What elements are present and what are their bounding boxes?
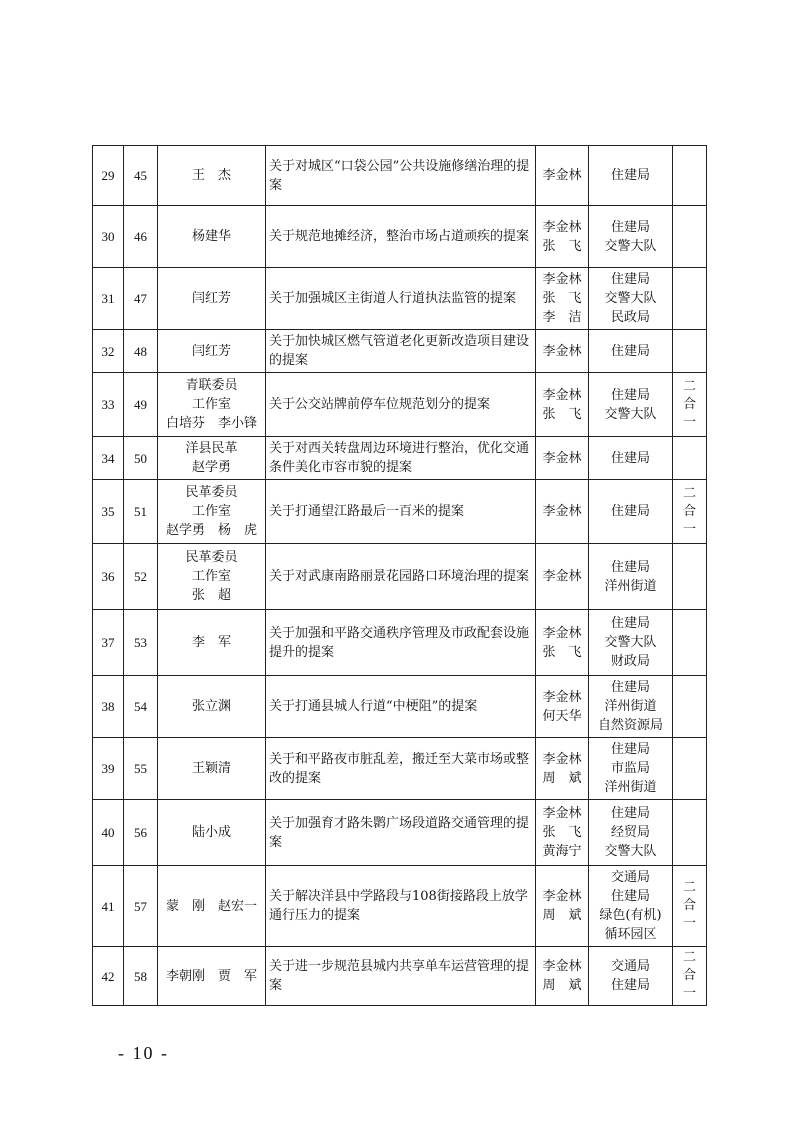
leader-line: 周 斌: [542, 978, 582, 993]
organization-line: 住建局: [610, 387, 650, 403]
organization-cell: [589, 437, 673, 480]
table-row: [93, 146, 707, 206]
organization-line: 交警大队: [604, 844, 657, 859]
organization-line: 住建局: [610, 806, 650, 821]
proposal-title-cell: 关于对西关转盘周边环境进行整治，优化交通条件美化市容市貌的提案: [266, 437, 536, 480]
organization-cell: [589, 738, 673, 800]
proposer-cell: [158, 610, 266, 676]
merge-cell: [673, 947, 707, 1006]
proposer-cell: [158, 866, 266, 947]
organization-cell: [589, 268, 673, 330]
proposer-line: 白培芬 李小锋: [165, 416, 257, 431]
proposal-number-cell: 51: [124, 480, 158, 544]
seq-cell: 29: [93, 146, 124, 206]
leader-line: 李金林: [542, 889, 582, 904]
organization-cell: [589, 206, 673, 268]
merge-char: 一: [682, 521, 696, 537]
proposal-table: [92, 145, 707, 1006]
table-row: [93, 676, 707, 738]
proposal-title-cell: 关于加强育才路朱鹮广场段道路交通管理的提案: [266, 800, 536, 866]
leader-line: 李金林: [542, 625, 582, 641]
proposer-line: 洋县民革: [185, 441, 238, 456]
leader-line: 周 斌: [542, 770, 582, 786]
proposer-cell: [158, 206, 266, 268]
proposer-line: 蒙 刚 赵宏一: [165, 898, 257, 914]
merge-char: 合: [682, 898, 696, 913]
proposer-line: 李朝刚 贾 军: [165, 968, 257, 984]
leader-line: 李金林: [542, 806, 582, 821]
seq-cell: 42: [93, 947, 124, 1006]
leader-cell: [536, 330, 589, 373]
proposal-table-body: [93, 146, 707, 1006]
proposal-number-cell: 58: [124, 947, 158, 1006]
leader-cell: [536, 610, 589, 676]
leader-line: 黄海宁: [542, 844, 582, 859]
proposal-title-cell: 关于加强城区主街道人行道执法监管的提案: [266, 268, 536, 330]
proposer-cell: [158, 437, 266, 480]
leader-line: 李金林: [542, 569, 582, 584]
leader-cell: [536, 146, 589, 206]
proposer-line: 民革委员: [185, 550, 238, 565]
seq-cell: 36: [93, 544, 124, 610]
organization-line: 自然资源局: [597, 718, 663, 733]
leader-cell: [536, 437, 589, 480]
proposal-number-cell: 48: [124, 330, 158, 373]
proposer-line: 赵学勇: [191, 460, 231, 475]
organization-line: 财政局: [610, 654, 650, 669]
leader-cell: [536, 866, 589, 947]
proposer-cell: [158, 330, 266, 373]
proposal-number-cell: 56: [124, 800, 158, 866]
organization-line: 住建局: [610, 616, 650, 631]
leader-line: 李金林: [542, 343, 582, 359]
seq-cell: 41: [93, 866, 124, 947]
leader-cell: [536, 373, 589, 437]
table-row: [93, 373, 707, 437]
table-row: [93, 330, 707, 373]
leader-cell: [536, 206, 589, 268]
organization-line: 住建局: [610, 504, 650, 519]
leader-cell: [536, 676, 589, 738]
merge-cell: [673, 800, 707, 866]
merge-char: 合: [682, 503, 696, 519]
organization-cell: [589, 330, 673, 373]
merge-cell: [673, 676, 707, 738]
leader-line: 李金林: [542, 219, 582, 235]
merge-char: 一: [682, 414, 696, 430]
leader-line: 李金林: [542, 959, 582, 974]
proposal-number-cell: 52: [124, 544, 158, 610]
proposer-line: 闫红芳: [191, 343, 231, 359]
merge-cell: [673, 373, 707, 437]
proposal-title-cell: 关于加强和平路交通秩序管理及市政配套设施提升的提案: [266, 610, 536, 676]
leader-cell: [536, 480, 589, 544]
organization-cell: [589, 676, 673, 738]
organization-line: 交通局: [610, 870, 650, 885]
leader-line: 周 斌: [542, 908, 582, 923]
proposer-cell: [158, 480, 266, 544]
proposer-cell: [158, 947, 266, 1006]
proposer-line: 工作室: [191, 504, 231, 519]
seq-cell: 35: [93, 480, 124, 544]
merge-cell: [673, 544, 707, 610]
organization-cell: [589, 373, 673, 437]
merge-cell: [673, 330, 707, 373]
table-row: [93, 268, 707, 330]
merge-char: 合: [682, 968, 696, 983]
proposal-title-cell: 关于进一步规范县城内共享单车运营管理的提案: [266, 947, 536, 1006]
merge-cell: [673, 610, 707, 676]
table-row: [93, 738, 707, 800]
leader-line: 张 飞: [542, 238, 582, 254]
merge-cell: [673, 738, 707, 800]
proposer-cell: [158, 373, 266, 437]
organization-line: 洋州街道: [604, 780, 657, 795]
proposal-title-cell: 关于解决洋县中学路段与108街接路段上放学通行压力的提案: [266, 866, 536, 947]
proposal-number-cell: 49: [124, 373, 158, 437]
organization-line: 住建局: [610, 168, 650, 183]
proposer-cell: [158, 800, 266, 866]
seq-cell: 31: [93, 268, 124, 330]
proposer-line: 李 军: [191, 635, 231, 650]
organization-line: 经贸局: [610, 825, 650, 840]
proposer-cell: [158, 676, 266, 738]
leader-line: 李金林: [542, 168, 582, 183]
seq-cell: 38: [93, 676, 124, 738]
leader-line: 李金林: [542, 504, 582, 519]
leader-line: 张 飞: [542, 406, 582, 422]
organization-cell: [589, 800, 673, 866]
seq-cell: 39: [93, 738, 124, 800]
leader-cell: [536, 544, 589, 610]
table-row: [93, 947, 707, 1006]
merge-cell: [673, 480, 707, 544]
page-number: - 10 -: [118, 1043, 169, 1063]
table-row: [93, 544, 707, 610]
organization-line: 洋州街道: [604, 578, 657, 594]
merge-char: 二: [682, 485, 696, 501]
organization-line: 交通局: [610, 959, 650, 974]
table-row: [93, 437, 707, 480]
leader-line: 李金林: [542, 751, 582, 767]
organization-line: 住建局: [610, 559, 650, 575]
proposal-title-cell: 关于打通望江路最后一百米的提案: [266, 480, 536, 544]
proposal-title-cell: 关于对武康南路丽景花园路口环境治理的提案: [266, 544, 536, 610]
organization-line: 住建局: [610, 680, 650, 695]
merge-char: 一: [682, 916, 696, 931]
proposal-number-cell: 47: [124, 268, 158, 330]
proposal-number-cell: 45: [124, 146, 158, 206]
proposer-line: 王 杰: [191, 168, 231, 183]
leader-cell: [536, 268, 589, 330]
proposal-title-cell: 关于加快城区燃气管道老化更新改造项目建设的提案: [266, 330, 536, 373]
organization-line: 住建局: [610, 978, 650, 993]
proposer-line: 杨建华: [191, 229, 231, 244]
organization-cell: [589, 947, 673, 1006]
proposer-line: 青联委员: [185, 378, 238, 393]
organization-line: 循环园区: [604, 927, 657, 942]
table-row: [93, 866, 707, 947]
seq-cell: 30: [93, 206, 124, 268]
organization-line: 交警大队: [604, 291, 657, 306]
leader-line: 李金林: [542, 272, 582, 287]
proposal-title-cell: 关于打通县城人行道“中梗阻”的提案: [266, 676, 536, 738]
leader-cell: [536, 738, 589, 800]
organization-cell: [589, 866, 673, 947]
merge-char: 合: [682, 396, 696, 412]
proposal-number-cell: 50: [124, 437, 158, 480]
seq-cell: 33: [93, 373, 124, 437]
proposal-number-cell: 46: [124, 206, 158, 268]
merge-cell: [673, 866, 707, 947]
table-row: [93, 800, 707, 866]
proposer-line: 张立渊: [191, 699, 231, 714]
leader-cell: [536, 800, 589, 866]
proposer-line: 陆小成: [191, 825, 231, 840]
organization-line: 绿色(有机): [599, 908, 662, 923]
seq-cell: 34: [93, 437, 124, 480]
table-row: [93, 610, 707, 676]
leader-line: 张 飞: [542, 291, 582, 306]
proposal-number-cell: 55: [124, 738, 158, 800]
leader-line: 张 飞: [542, 644, 582, 660]
organization-line: 民政局: [610, 310, 650, 325]
merge-char: 二: [682, 378, 696, 394]
proposal-title-cell: 关于公交站牌前停车位规范划分的提案: [266, 373, 536, 437]
proposer-cell: [158, 268, 266, 330]
seq-cell: 32: [93, 330, 124, 373]
leader-line: 李金林: [542, 450, 582, 466]
merge-cell: [673, 437, 707, 480]
proposer-cell: [158, 738, 266, 800]
merge-char: 二: [682, 950, 696, 965]
organization-cell: [589, 480, 673, 544]
table-row: [93, 480, 707, 544]
proposer-line: 闫红芳: [191, 291, 231, 306]
proposer-line: 赵学勇 杨 虎: [165, 523, 257, 538]
organization-line: 住建局: [610, 742, 650, 757]
seq-cell: 40: [93, 800, 124, 866]
merge-cell: [673, 146, 707, 206]
merge-cell: [673, 268, 707, 330]
organization-line: 市监局: [610, 761, 650, 776]
organization-line: 住建局: [610, 450, 650, 466]
merge-cell: [673, 206, 707, 268]
merge-char: 二: [682, 880, 696, 895]
leader-line: 李 洁: [542, 310, 582, 325]
proposer-line: 张 超: [191, 588, 231, 603]
proposer-line: 民革委员: [185, 485, 238, 500]
organization-line: 住建局: [610, 889, 650, 904]
leader-line: 李金林: [542, 387, 582, 403]
leader-line: 何天华: [542, 708, 582, 724]
proposer-line: 工作室: [191, 397, 231, 412]
proposal-title-cell: 关于和平路夜市脏乱差，搬迁至大菜市场或整改的提案: [266, 738, 536, 800]
organization-line: 洋州街道: [604, 699, 657, 714]
organization-cell: [589, 146, 673, 206]
proposer-line: 王颖清: [191, 761, 231, 776]
proposer-cell: [158, 544, 266, 610]
proposal-number-cell: 57: [124, 866, 158, 947]
organization-line: 交警大队: [604, 238, 657, 254]
table-row: [93, 206, 707, 268]
organization-line: 住建局: [610, 343, 650, 359]
organization-line: 住建局: [610, 272, 650, 287]
organization-line: 交警大队: [604, 635, 657, 650]
leader-cell: [536, 947, 589, 1006]
organization-line: 住建局: [610, 219, 650, 235]
proposer-line: 工作室: [191, 569, 231, 584]
proposal-title-cell: 关于规范地摊经济，整治市场占道顽疾的提案: [266, 206, 536, 268]
proposer-cell: [158, 146, 266, 206]
organization-cell: [589, 610, 673, 676]
proposal-number-cell: 54: [124, 676, 158, 738]
organization-line: 交警大队: [604, 406, 657, 422]
leader-line: 李金林: [542, 689, 582, 705]
seq-cell: 37: [93, 610, 124, 676]
proposal-number-cell: 53: [124, 610, 158, 676]
merge-char: 一: [682, 986, 696, 1001]
organization-cell: [589, 544, 673, 610]
proposal-title-cell: 关于对城区“口袋公园”公共设施修缮治理的提案: [266, 146, 536, 206]
leader-line: 张 飞: [542, 825, 582, 840]
